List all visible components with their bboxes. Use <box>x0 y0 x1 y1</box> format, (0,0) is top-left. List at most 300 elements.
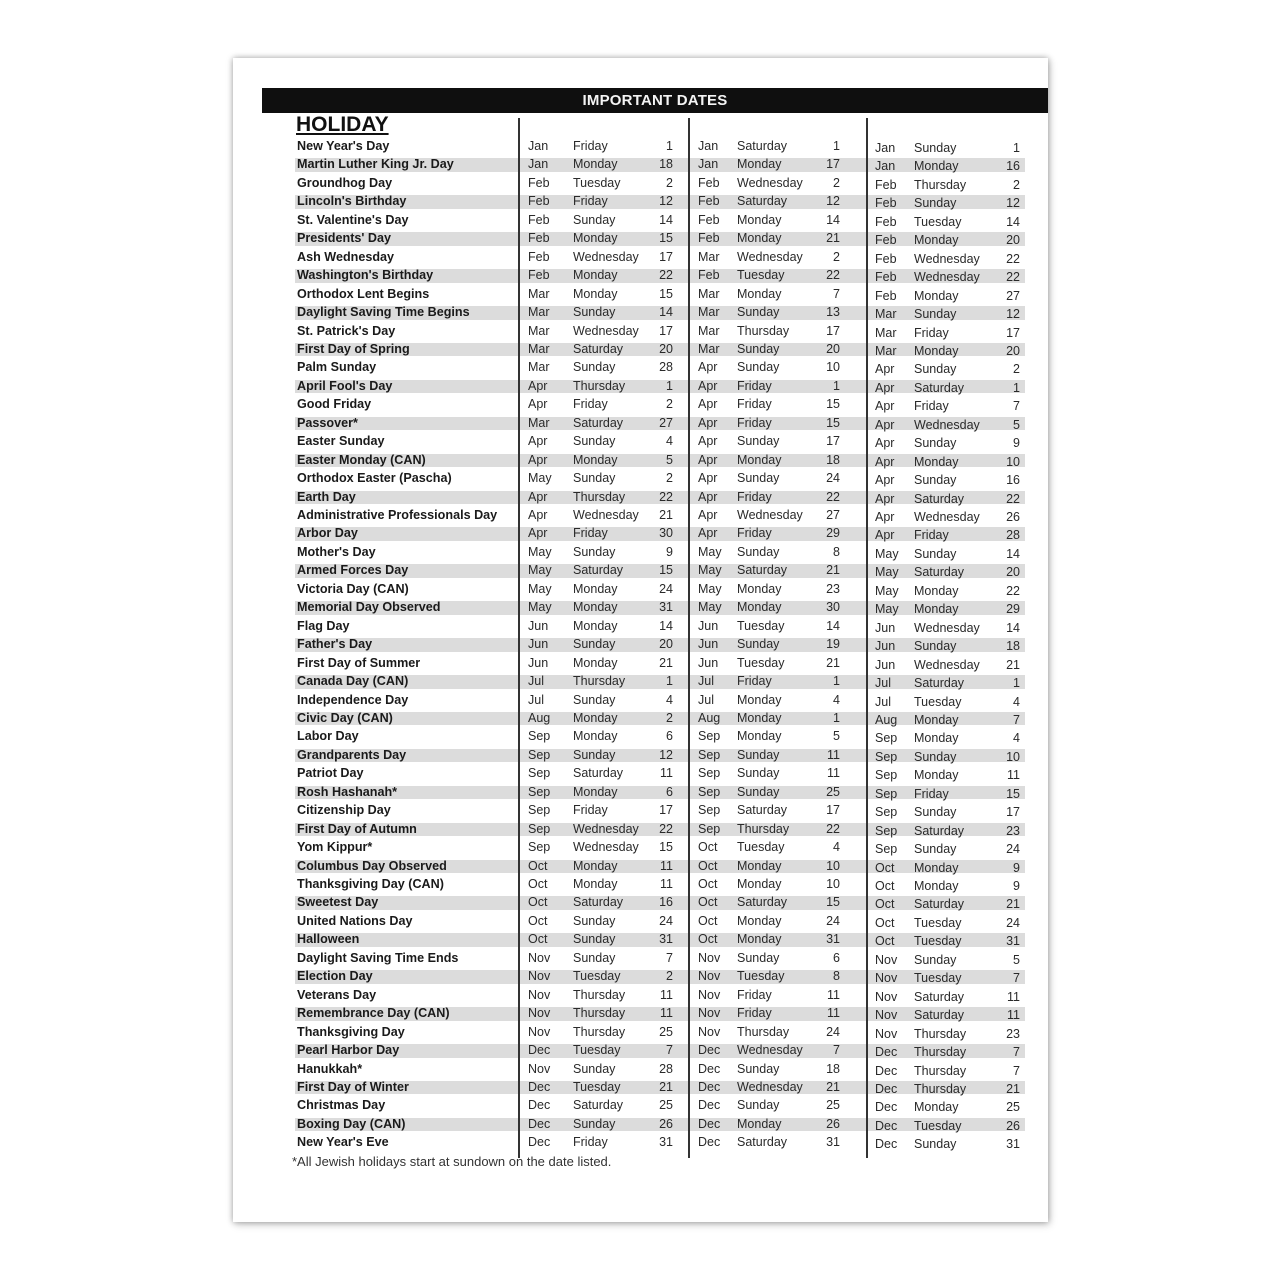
date-day: 2 <box>1013 362 1020 377</box>
date-day: 4 <box>666 434 673 449</box>
date-day: 21 <box>826 655 840 670</box>
date-day: 1 <box>833 139 840 153</box>
date-month: Mar <box>698 323 720 338</box>
column-divider <box>518 118 520 1158</box>
holiday-name: New Year's Day <box>297 139 390 153</box>
date-day: 13 <box>826 305 840 320</box>
date-weekday: Sunday <box>914 436 957 451</box>
date-month: May <box>528 471 552 486</box>
date-month: May <box>528 581 552 596</box>
date-day: 20 <box>826 341 840 356</box>
date-month: Apr <box>698 360 718 375</box>
date-weekday: Wednesday <box>914 510 980 524</box>
date-weekday: Saturday <box>573 766 624 781</box>
date-weekday: Monday <box>737 581 782 596</box>
page-title: IMPORTANT DATES <box>262 88 1048 113</box>
date-month: Feb <box>528 231 550 246</box>
date-day: 22 <box>1006 270 1020 285</box>
date-month: Mar <box>698 286 720 301</box>
date-day: 26 <box>826 1116 840 1131</box>
date-day: 24 <box>659 581 673 596</box>
date-weekday: Thursday <box>573 1024 626 1039</box>
date-month: Jul <box>875 676 891 691</box>
date-month: May <box>875 583 899 598</box>
date-day: 11 <box>660 987 673 1002</box>
date-day: 2 <box>666 175 673 190</box>
date-month: Jan <box>875 141 896 155</box>
date-month: Sep <box>875 805 898 820</box>
date-month: Oct <box>528 932 548 947</box>
date-day: 11 <box>660 766 673 781</box>
date-weekday: Monday <box>573 784 618 799</box>
date-month: Oct <box>698 895 718 910</box>
date-weekday: Tuesday <box>573 175 621 190</box>
date-month: Feb <box>698 194 720 209</box>
date-day: 28 <box>659 1061 673 1076</box>
date-month: Apr <box>698 434 718 449</box>
date-month: Oct <box>698 840 718 855</box>
date-day: 24 <box>826 471 840 486</box>
date-month: Jun <box>875 657 896 672</box>
holiday-name: United Nations Day <box>297 913 413 928</box>
date-weekday: Saturday <box>914 380 965 395</box>
holiday-name: Flag Day <box>297 618 350 633</box>
date-weekday: Monday <box>914 159 959 174</box>
footnote: *All Jewish holidays start at sundown on the date listed. <box>292 1154 612 1169</box>
date-day: 11 <box>827 987 840 1002</box>
date-month: Apr <box>875 510 895 524</box>
date-weekday: Monday <box>914 768 959 783</box>
date-weekday: Friday <box>914 325 949 340</box>
date-weekday: Monday <box>914 233 959 248</box>
date-day: 22 <box>826 268 840 283</box>
date-weekday: Monday <box>737 212 782 227</box>
date-weekday: Sunday <box>737 360 780 375</box>
date-day: 15 <box>1006 786 1020 801</box>
date-month: Apr <box>875 399 895 414</box>
date-day: 15 <box>826 397 840 412</box>
date-weekday: Saturday <box>573 895 624 910</box>
date-day: 24 <box>1006 842 1020 857</box>
date-day: 22 <box>826 489 840 504</box>
date-weekday: Friday <box>573 1135 608 1150</box>
date-day: 31 <box>659 600 673 615</box>
holiday-name: Columbus Day Observed <box>297 858 447 873</box>
date-day: 14 <box>1006 546 1020 561</box>
date-day: 14 <box>826 618 840 633</box>
date-day: 26 <box>1006 510 1020 524</box>
date-day: 12 <box>826 194 840 209</box>
date-weekday: Monday <box>914 860 959 875</box>
date-weekday: Sunday <box>573 913 616 928</box>
date-day: 7 <box>1013 1063 1020 1078</box>
date-weekday: Sunday <box>914 141 957 155</box>
date-month: Sep <box>528 747 551 762</box>
date-day: 18 <box>826 1061 840 1076</box>
date-weekday: Monday <box>737 231 782 246</box>
date-month: Dec <box>875 1081 898 1096</box>
date-day: 31 <box>1006 1137 1020 1152</box>
date-weekday: Sunday <box>573 932 616 947</box>
date-weekday: Monday <box>737 157 782 172</box>
date-month: Jun <box>698 637 719 652</box>
date-weekday: Friday <box>737 526 772 541</box>
date-month: Mar <box>528 341 550 356</box>
date-weekday: Saturday <box>737 139 788 153</box>
date-month: Apr <box>698 452 718 467</box>
date-weekday: Sunday <box>573 544 616 559</box>
date-weekday: Tuesday <box>573 1043 621 1058</box>
date-weekday: Monday <box>914 712 959 727</box>
date-weekday: Sunday <box>573 360 616 375</box>
date-day: 1 <box>666 139 673 153</box>
date-month: Mar <box>528 286 550 301</box>
date-month: Apr <box>875 436 895 451</box>
date-day: 22 <box>659 489 673 504</box>
date-weekday: Monday <box>573 729 618 744</box>
date-month: Nov <box>875 1026 898 1041</box>
date-weekday: Saturday <box>737 1135 788 1150</box>
date-weekday: Sunday <box>914 473 957 488</box>
date-day: 17 <box>1006 325 1020 340</box>
date-month: Sep <box>875 749 898 764</box>
date-day: 22 <box>659 268 673 283</box>
date-month: Sep <box>698 766 721 781</box>
date-weekday: Saturday <box>737 194 788 209</box>
date-day: 11 <box>660 1006 673 1021</box>
date-month: Feb <box>528 212 550 227</box>
holiday-name: Presidents' Day <box>297 231 391 246</box>
date-day: 29 <box>826 526 840 541</box>
date-day: 11 <box>1007 989 1020 1004</box>
date-day: 2 <box>666 969 673 984</box>
date-weekday: Friday <box>914 528 949 543</box>
date-weekday: Saturday <box>573 415 624 430</box>
date-weekday: Sunday <box>737 471 780 486</box>
holiday-name: Groundhog Day <box>297 175 393 190</box>
date-month: May <box>875 565 899 580</box>
date-month: Apr <box>875 362 895 377</box>
date-day: 22 <box>1006 583 1020 598</box>
date-day: 4 <box>833 692 840 707</box>
date-weekday: Sunday <box>737 544 780 559</box>
date-weekday: Sunday <box>573 212 616 227</box>
date-month: Dec <box>698 1098 721 1113</box>
date-month: Nov <box>528 950 551 965</box>
date-month: Nov <box>875 971 898 986</box>
date-weekday: Saturday <box>914 823 965 838</box>
date-month: Oct <box>698 877 718 891</box>
date-day: 25 <box>659 1024 673 1039</box>
holiday-name: New Year's Eve <box>297 1135 389 1150</box>
date-weekday: Wednesday <box>573 249 639 264</box>
date-month: Jun <box>875 620 896 635</box>
date-weekday: Sunday <box>737 637 780 652</box>
holiday-name: Veterans Day <box>297 987 377 1002</box>
date-weekday: Monday <box>737 932 782 947</box>
date-month: Sep <box>698 821 721 836</box>
date-day: 20 <box>1006 565 1020 580</box>
date-day: 5 <box>833 729 840 744</box>
date-day: 20 <box>1006 343 1020 358</box>
date-day: 1 <box>1013 380 1020 395</box>
date-weekday: Sunday <box>914 1137 957 1152</box>
date-weekday: Sunday <box>737 341 780 356</box>
date-month: Feb <box>875 233 897 248</box>
date-month: Jul <box>528 674 544 689</box>
date-month: Dec <box>698 1135 721 1150</box>
date-month: Oct <box>875 879 895 893</box>
date-day: 17 <box>659 323 673 338</box>
date-day: 6 <box>666 729 673 744</box>
date-weekday: Sunday <box>573 950 616 965</box>
date-day: 11 <box>827 747 840 762</box>
date-day: 21 <box>1006 897 1020 912</box>
holiday-name: Sweetest Day <box>297 895 379 910</box>
date-month: Aug <box>528 710 551 725</box>
date-weekday: Monday <box>914 602 959 617</box>
date-day: 1 <box>1013 676 1020 691</box>
date-day: 24 <box>1006 915 1020 930</box>
date-weekday: Sunday <box>573 1061 616 1076</box>
date-weekday: Saturday <box>914 989 965 1004</box>
holiday-name: First Day of Summer <box>297 655 421 670</box>
date-weekday: Friday <box>573 139 608 153</box>
date-day: 9 <box>1013 436 1020 451</box>
holiday-name: Citizenship Day <box>297 803 391 818</box>
date-weekday: Thursday <box>737 1024 790 1039</box>
date-weekday: Friday <box>737 1006 772 1021</box>
date-weekday: Wednesday <box>737 175 803 190</box>
date-weekday: Monday <box>914 583 959 598</box>
date-weekday: Tuesday <box>914 971 962 986</box>
date-weekday: Saturday <box>737 563 788 578</box>
date-month: Jun <box>528 655 549 670</box>
holiday-name: Thanksgiving Day (CAN) <box>297 877 444 891</box>
date-day: 12 <box>659 747 673 762</box>
date-weekday: Thursday <box>573 987 626 1002</box>
date-day: 11 <box>660 858 673 873</box>
holiday-name: Washington's Birthday <box>297 268 434 283</box>
date-month: Sep <box>698 784 721 799</box>
holiday-column-heading: HOLIDAY <box>296 113 389 136</box>
date-weekday: Monday <box>737 692 782 707</box>
date-day: 2 <box>666 710 673 725</box>
date-month: Jan <box>698 157 719 172</box>
date-day: 11 <box>827 1006 840 1021</box>
date-day: 29 <box>1006 602 1020 617</box>
date-day: 22 <box>1006 491 1020 506</box>
date-weekday: Friday <box>573 194 608 209</box>
date-weekday: Thursday <box>914 1045 967 1060</box>
date-day: 1 <box>666 674 673 689</box>
date-day: 20 <box>659 341 673 356</box>
date-day: 21 <box>826 563 840 578</box>
date-weekday: Wednesday <box>914 657 980 672</box>
date-day: 12 <box>659 194 673 209</box>
date-weekday: Sunday <box>573 434 616 449</box>
date-day: 20 <box>1006 233 1020 248</box>
date-weekday: Tuesday <box>573 969 621 984</box>
date-weekday: Tuesday <box>737 840 785 855</box>
holiday-name: Memorial Day Observed <box>297 600 441 615</box>
date-weekday: Tuesday <box>737 268 785 283</box>
date-weekday: Friday <box>737 674 772 689</box>
date-day: 10 <box>1006 454 1020 469</box>
date-weekday: Monday <box>914 879 959 893</box>
holiday-name: Yom Kippur* <box>297 840 373 855</box>
holiday-name: Civic Day (CAN) <box>297 710 393 725</box>
date-month: Sep <box>875 731 898 746</box>
date-weekday: Thursday <box>737 821 790 836</box>
holiday-name: Armed Forces Day <box>297 563 409 578</box>
date-month: Mar <box>698 249 720 264</box>
date-weekday: Thursday <box>914 1081 967 1096</box>
date-weekday: Sunday <box>914 749 957 764</box>
holiday-name: Ash Wednesday <box>297 249 395 264</box>
date-month: Jul <box>528 692 544 707</box>
date-month: Apr <box>698 471 718 486</box>
date-weekday: Monday <box>914 1100 959 1115</box>
date-month: Mar <box>698 341 720 356</box>
holiday-name: Palm Sunday <box>297 360 377 375</box>
date-weekday: Saturday <box>914 897 965 912</box>
date-month: May <box>875 602 899 617</box>
date-day: 2 <box>833 175 840 190</box>
date-day: 5 <box>1013 952 1020 967</box>
date-month: Dec <box>875 1045 898 1060</box>
date-weekday: Wednesday <box>914 417 980 432</box>
date-day: 9 <box>1013 879 1020 893</box>
date-day: 7 <box>666 1043 673 1058</box>
date-day: 15 <box>659 231 673 246</box>
date-weekday: Friday <box>737 489 772 504</box>
date-day: 17 <box>826 803 840 818</box>
date-month: Apr <box>875 473 895 488</box>
date-month: Dec <box>528 1079 551 1094</box>
date-month: Jun <box>698 618 719 633</box>
date-weekday: Monday <box>737 913 782 928</box>
date-day: 4 <box>1013 694 1020 709</box>
date-month: Feb <box>698 175 720 190</box>
date-day: 22 <box>1006 251 1020 266</box>
date-day: 18 <box>1006 639 1020 654</box>
date-month: Jul <box>875 694 891 709</box>
date-weekday: Monday <box>573 581 618 596</box>
date-month: Dec <box>875 1063 898 1078</box>
date-weekday: Thursday <box>573 674 626 689</box>
holiday-name: Remembrance Day (CAN) <box>297 1006 450 1021</box>
holiday-name: Election Day <box>297 969 373 984</box>
date-weekday: Sunday <box>914 639 957 654</box>
date-day: 14 <box>1006 214 1020 229</box>
date-day: 6 <box>666 784 673 799</box>
date-weekday: Wednesday <box>573 508 639 522</box>
date-day: 28 <box>659 360 673 375</box>
date-day: 14 <box>659 618 673 633</box>
date-weekday: Sunday <box>914 546 957 561</box>
date-month: Sep <box>528 729 551 744</box>
date-month: Apr <box>528 434 548 449</box>
date-month: Nov <box>875 1008 898 1023</box>
holiday-name: Mother's Day <box>297 544 376 559</box>
date-day: 7 <box>833 1043 840 1058</box>
date-month: Jan <box>528 139 549 153</box>
date-weekday: Tuesday <box>737 618 785 633</box>
date-month: Mar <box>875 343 897 358</box>
date-weekday: Saturday <box>737 803 788 818</box>
date-weekday: Monday <box>737 452 782 467</box>
date-month: Apr <box>698 415 718 430</box>
date-month: Sep <box>875 768 898 783</box>
date-month: Jan <box>875 159 896 174</box>
date-month: May <box>698 563 722 578</box>
date-month: Nov <box>528 969 551 984</box>
holiday-name: Father's Day <box>297 637 373 652</box>
date-day: 28 <box>1006 528 1020 543</box>
date-weekday: Wednesday <box>737 508 803 522</box>
date-weekday: Tuesday <box>914 694 962 709</box>
date-day: 21 <box>1006 657 1020 672</box>
date-month: Jul <box>698 674 714 689</box>
holiday-name: First Day of Spring <box>297 341 410 356</box>
date-weekday: Monday <box>737 1116 782 1131</box>
date-day: 17 <box>826 157 840 172</box>
date-month: Nov <box>698 1006 721 1021</box>
date-month: Jun <box>528 618 549 633</box>
date-weekday: Friday <box>573 803 608 818</box>
date-day: 9 <box>1013 860 1020 875</box>
date-day: 31 <box>1006 934 1020 949</box>
date-day: 21 <box>659 1079 673 1094</box>
date-month: Nov <box>875 952 898 967</box>
holiday-name: First Day of Autumn <box>297 821 417 836</box>
date-day: 25 <box>1006 1100 1020 1115</box>
date-weekday: Monday <box>737 600 782 615</box>
date-weekday: Sunday <box>573 747 616 762</box>
date-month: Dec <box>528 1135 551 1150</box>
date-month: Apr <box>528 526 548 541</box>
date-month: Oct <box>528 858 548 873</box>
date-month: Apr <box>698 378 718 393</box>
date-weekday: Sunday <box>914 362 957 377</box>
date-month: May <box>528 544 552 559</box>
date-weekday: Tuesday <box>573 1079 621 1094</box>
date-day: 25 <box>826 1098 840 1113</box>
date-weekday: Wednesday <box>573 840 639 855</box>
holiday-name: Pearl Harbor Day <box>297 1043 400 1058</box>
date-day: 15 <box>659 563 673 578</box>
date-weekday: Sunday <box>737 1098 780 1113</box>
date-weekday: Sunday <box>737 766 780 781</box>
date-month: Feb <box>875 214 897 229</box>
date-month: Nov <box>528 987 551 1002</box>
date-weekday: Monday <box>573 877 618 891</box>
date-month: Dec <box>875 1100 898 1115</box>
date-weekday: Thursday <box>573 489 626 504</box>
date-weekday: Monday <box>573 858 618 873</box>
date-day: 21 <box>1006 1081 1020 1096</box>
date-day: 2 <box>833 249 840 264</box>
date-day: 15 <box>659 840 673 855</box>
holiday-name: Good Friday <box>297 397 372 412</box>
date-weekday: Saturday <box>914 491 965 506</box>
date-day: 4 <box>1013 731 1020 746</box>
date-weekday: Sunday <box>914 196 957 211</box>
date-weekday: Wednesday <box>914 620 980 635</box>
date-day: 16 <box>1006 473 1020 488</box>
date-weekday: Friday <box>573 397 608 412</box>
